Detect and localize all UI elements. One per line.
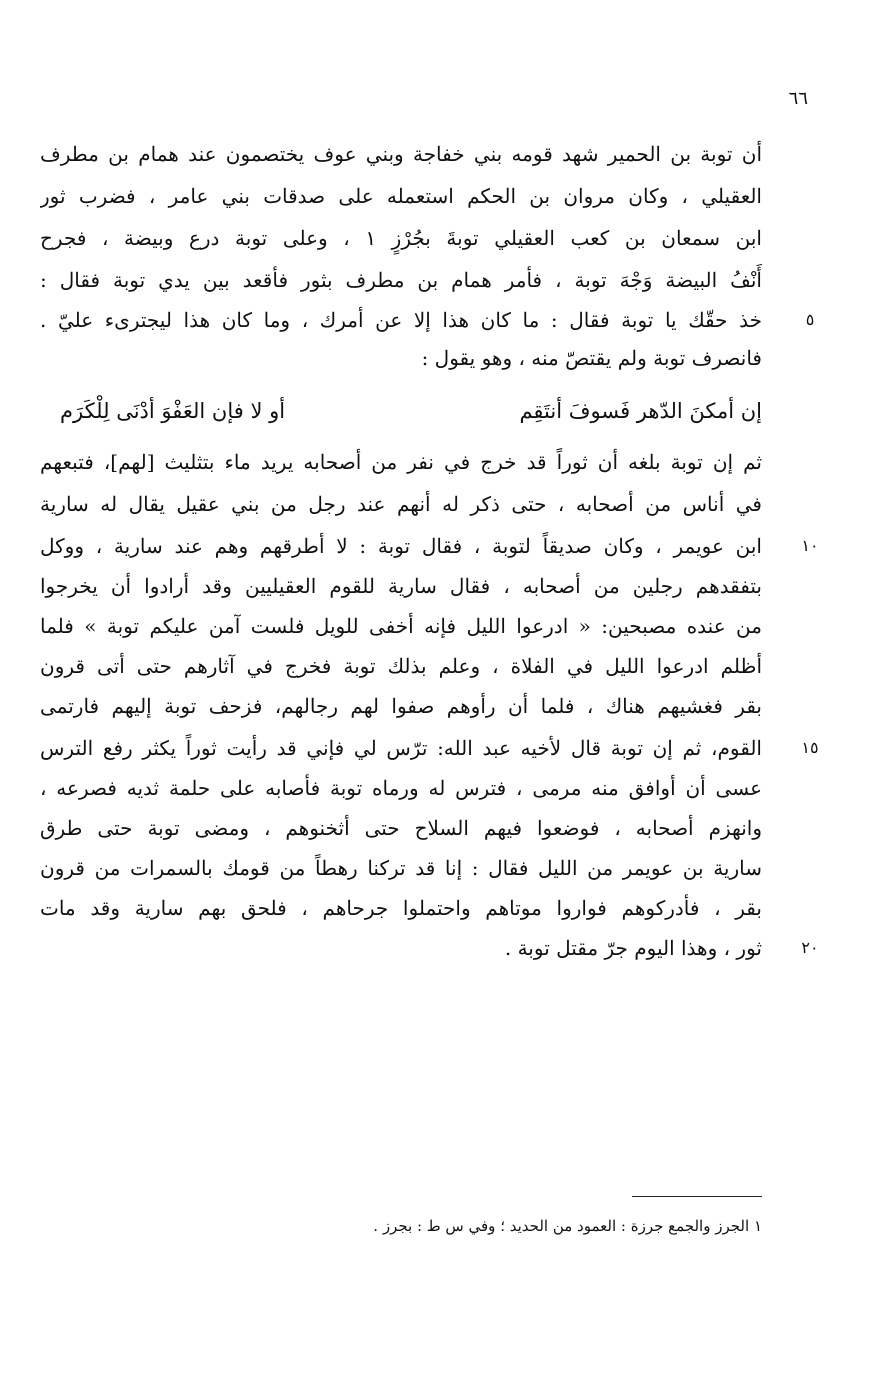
text-line: فانصرف توبة ولم يقتصّ منه ، وهو يقول : (421, 346, 762, 370)
footnote: ١ الجرز والجمع جرزة : العمود من الحديد ؛ وفي س ط : بجرز . (373, 1217, 762, 1235)
text-line: بقر ، فأدركوهم فواروا موتاهم واحتملوا جرحاهم ، فلحق بهم سارية وقد مات (40, 896, 762, 920)
verse-left-hemistich: أو لا فإن العَفْوَ أدْنَى لِلْكَرَم (60, 399, 286, 423)
footnote-divider (632, 1196, 762, 1197)
text-line: ثور ، وهذا اليوم جرّ مقتل توبة . (504, 936, 762, 960)
text-line: عسى أن أوافق منه مرمى ، فترس له ورماه توبة فأصابه على حلمة ثديه فصرعه ، (40, 776, 762, 800)
text-line: في أناس من أصحابه ، حتى ذكر له أنهم عند رجل من بني عقيل يقال له سارية (40, 492, 762, 516)
line-number: ١٠ (801, 536, 819, 555)
text-line: ابن سمعان بن كعب العقيلي توبةَ بجُرْزٍ ١ ، وعلى توبة درع وبيضة ، فجرح (40, 226, 762, 250)
text-line: أظلم ادرعوا الليل في الفلاة ، وعلم بذلك توبة فخرج في آثارهم حتى أتى قرون (40, 654, 762, 678)
text-line: ابن عويمر ، وكان صديقاً لتوبة ، فقال توبة : لا أطرقهم وهم عند سارية ، ووكل (40, 534, 762, 558)
text-line: من عنده مصبحين: « ادرعوا الليل فإنه أخفى للويل فلست آمن عليكم توبة » فلما (40, 614, 762, 638)
line-number: ١٥ (801, 738, 819, 757)
text-line: خذ حقّك يا توبة فقال : ما كان هذا إلا عن أمرك ، وما كان هذا ليجترىء عليّ . (40, 308, 762, 332)
text-line: سارية بن عويمر من الليل فقال : إنا قد تركنا رهطاً من قومك بالسمرات من قرون (40, 856, 762, 880)
line-number: ٥ (805, 310, 815, 329)
text-line: العقيلي ، وكان مروان بن الحكم استعمله على صدقات بني عامر ، فضرب ثور (40, 184, 762, 208)
text-line: بتفقدهم رجلين من أصحابه ، فقال سارية للقوم العقيليين وقد أرادوا أن يخرجوا (40, 574, 762, 598)
line-number: ٢٠ (801, 938, 819, 957)
page-number: ٦٦ (788, 88, 808, 109)
text-line: أن توبة بن الحمير شهد قومه بني خفاجة وبني عوف يختصمون عند همام بن مطرف (40, 142, 762, 166)
text-line: ثم إن توبة بلغه أن ثوراً قد خرج في نفر من أصحابه يريد ماء بتثليث [لهم]، فتبعهم (40, 450, 762, 474)
text-line: أَنْفُ البيضة وَجْهَ توبة ، فأمر همام بن مطرف بثور فأقعد بين يدي توبة فقال : (40, 268, 762, 292)
verse-right-hemistich: إن أمكنَ الدّهر فَسوفَ أنتَقِم (519, 399, 762, 423)
text-line: القوم، ثم إن توبة قال لأخيه عبد الله: ترّس لي فإني قد رأيت ثوراً يكثر رفع الترس (40, 736, 762, 760)
text-line: وانهزم أصحابه ، فوضعوا فيهم السلاح حتى أثخنوهم ، ومضى توبة حتى طرق (40, 816, 762, 840)
text-line: بقر فغشيهم هناك ، فلما أن رأوهم صفوا لهم رجالهم، فزحف توبة إليهم فارتمى (40, 694, 762, 718)
